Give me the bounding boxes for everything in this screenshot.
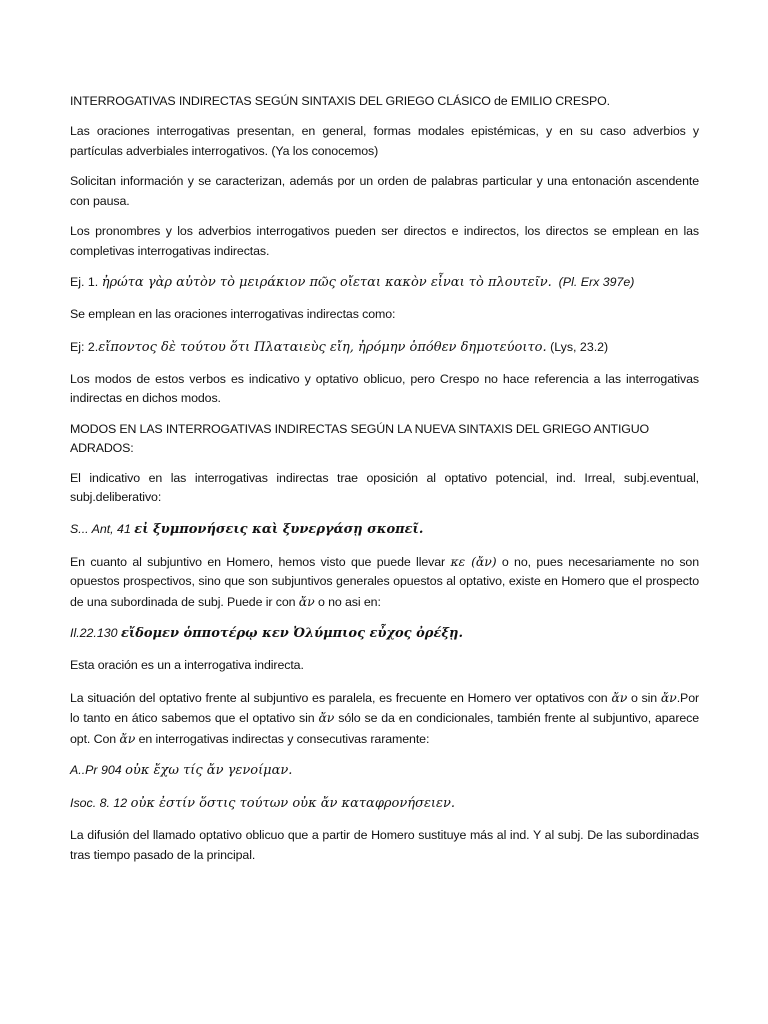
paragraph-10: La difusión del llamado optativo oblicuo que a partir de Homero sustituye más al ind. Y al subj. De las subordinadas tras tiempo pasado de la principal.: [70, 828, 699, 862]
example-2-greek: εἴποντος δὲ τούτου ὅτι Πλαταιεὺς εἴη, ἠρόμην ὁπόθεν δημοτεύοιτο.: [98, 339, 547, 355]
example-6-greek: οὐκ ἐστίν ὅστις τούτων οὐκ ἄν καταφρονήσειεν.: [130, 796, 456, 811]
paragraph-9-part-a: La situación del optativo frente al subjuntivo es paralela, es frecuente en Homero ver optativos con: [70, 690, 608, 705]
example-5-ref: A..Pr 904: [70, 763, 122, 777]
paragraph-9-part-e: en interrogativas indirectas y consecutivas raramente:: [138, 731, 430, 746]
example-4: [70, 623, 699, 644]
paragraph-7-part-c: o no asi en:: [317, 594, 381, 609]
example-2-ref: (Lys, 23.2): [550, 339, 609, 354]
paragraph-9-part-d: sólo se da en condicionales, también frente al subjuntivo, aparece opt. Con: [70, 711, 700, 746]
example-5-greek: οὐκ ἔχω τίς ἄν γενοίμαν.: [125, 763, 293, 778]
paragraph-3: Los pronombres y los adverbios interrogativos pueden ser directos e indirectos, los directos se emplean en las completivas interrogativas indirectas.: [70, 224, 699, 258]
paragraph-2: Solicitan información y se caracterizan, además por un orden de palabras particular y una entonación ascendente con pausa.: [70, 174, 699, 208]
example-3-greek: εἰ ξυμπονήσεις καὶ ξυνεργάσῃ σκοπεῖ.: [134, 521, 424, 537]
paragraph-7: [70, 552, 699, 613]
example-3: [70, 519, 699, 540]
paragraph-7-part-b: o no, pues necesariamente no son opuestos prospectivos, sino que son subjuntivos generales opuestos al optativo, existe en Homero que el prospecto de una subordinada de subj. Puede ir con: [70, 554, 699, 609]
paragraph-7-greek-2: ἄν: [298, 593, 315, 609]
document-title: INTERROGATIVAS INDIRECTAS SEGÚN SINTAXIS DEL GRIEGO CLÁSICO de EMILIO CRESPO.: [70, 94, 610, 108]
paragraph-9-part-b: o sin: [630, 690, 658, 705]
paragraph-4: Se emplean en las oraciones interrogativas indirectas como:: [70, 307, 396, 321]
paragraph-9-greek-1: ἄν: [611, 689, 628, 705]
example-4-ref: Il.22.130: [70, 626, 118, 640]
paragraph-8: Esta oración es un a interrogativa indirecta.: [70, 658, 304, 672]
example-4-greek: εἴδομεν ὁπποτέρῳ κεν Ὀλύμπιος εὖχος ὀρέξῃ.: [121, 626, 464, 641]
paragraph-5: Los modos de estos verbos es indicativo y optativo oblicuo, pero Crespo no hace referencia a las interrogativas indirectas en dichos modos.: [70, 371, 699, 405]
example-1-greek: ἠρώτα γὰρ αὐτὸν τὸ μειράκιον πῶς οἴεται κακὸν εἶναι τὸ πλουτεῖν.: [101, 275, 552, 290]
example-5: [70, 760, 699, 781]
paragraph-9-greek-4: ἄν: [119, 730, 136, 746]
paragraph-7-part-a: En cuanto al subjuntivo en Homero, hemos visto que puede llevar: [70, 554, 446, 569]
paragraph-1: Las oraciones interrogativas presentan, en general, formas modales epistémicas, y en su caso adverbios y partículas adverbiales interrogativos. (Ya los conocemos): [70, 124, 699, 158]
example-1-ref: (Pl. Erx 397e): [558, 275, 635, 289]
example-1: [70, 272, 699, 293]
paragraph-9-greek-2: ἄν: [660, 689, 677, 705]
paragraph-6: El indicativo en las interrogativas indirectas trae oposición al optativo potencial, ind. Irreal, subj.eventual, subj.deliberativo:: [70, 470, 699, 504]
example-3-ref: S... Ant, 41: [70, 521, 131, 536]
example-2: [70, 337, 699, 358]
section-heading-2: MODOS EN LAS INTERROGATIVAS INDIRECTAS SEGÚN LA NUEVA SINTAXIS DEL GRIEGO ANTIGUO ADRADOS:: [70, 421, 650, 455]
example-6-ref: Isoc. 8. 12: [70, 796, 128, 810]
paragraph-9-greek-3: ἄν: [318, 710, 335, 725]
example-6: [70, 793, 699, 814]
paragraph-9-part-c: .Por lo tanto en ático sabemos que el optativo sin: [70, 690, 700, 725]
paragraph-9: [70, 688, 699, 750]
example-1-label: Ej. 1.: [70, 275, 99, 289]
paragraph-7-greek-1: κε (ἄν): [450, 553, 497, 569]
example-2-label: Ej: 2.: [70, 339, 99, 354]
document-page: [70, 92, 699, 876]
